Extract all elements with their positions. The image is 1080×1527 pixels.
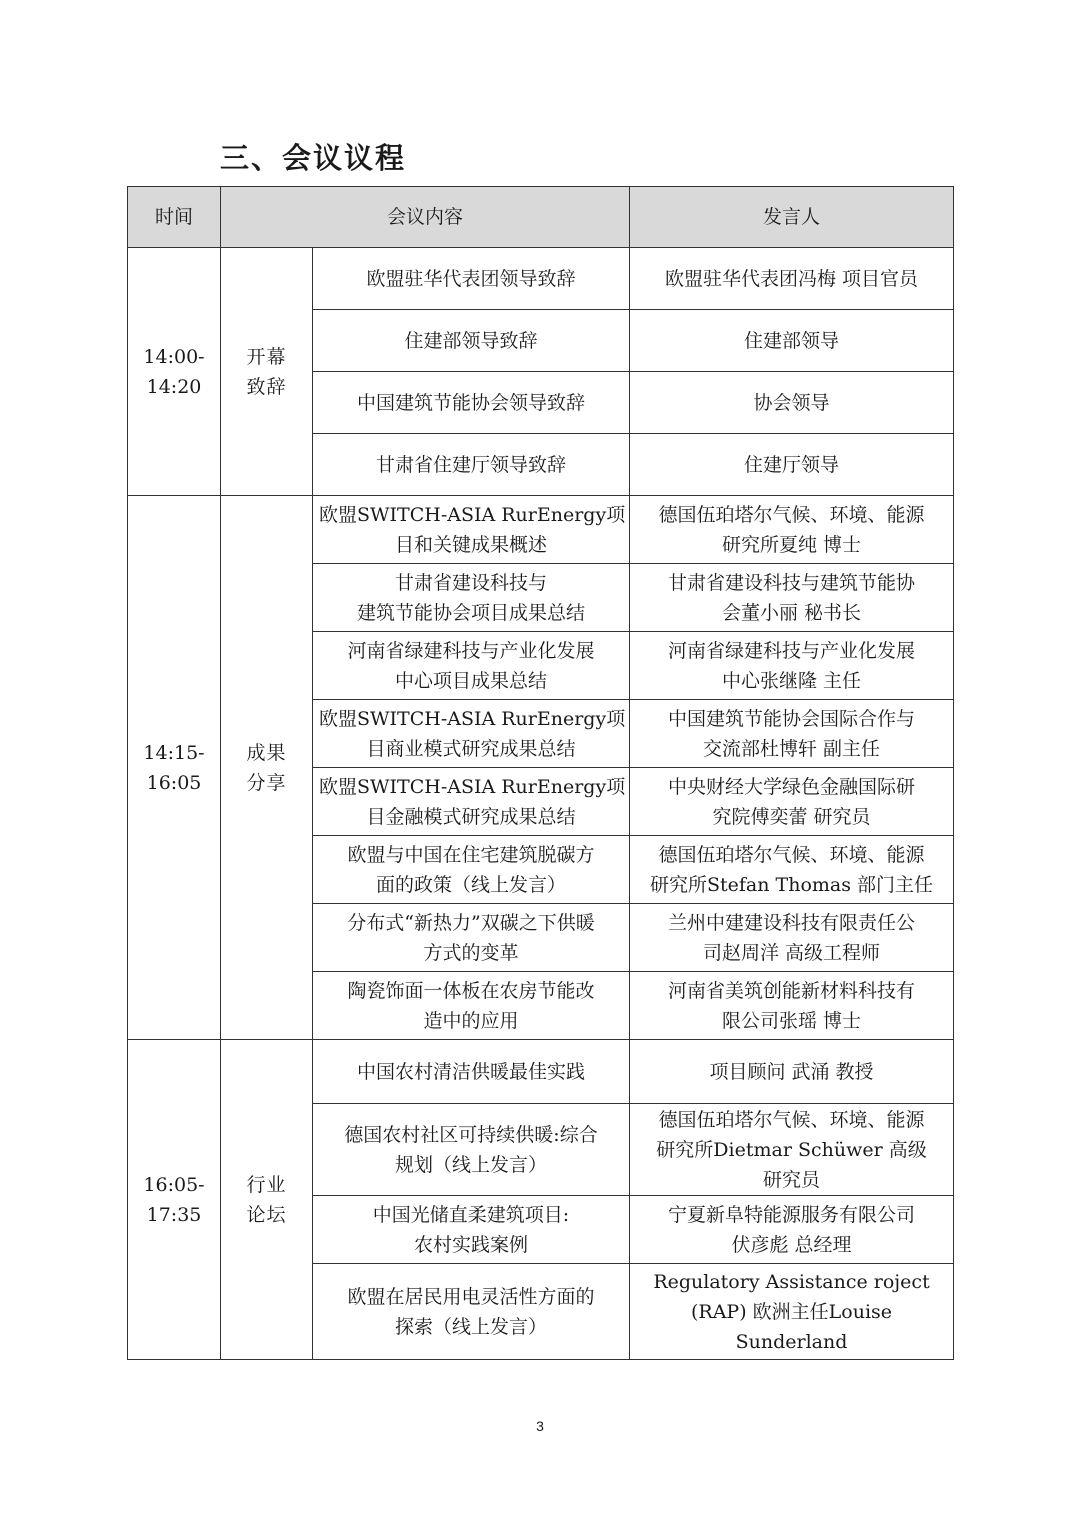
agenda-speaker <box>630 1104 954 1196</box>
agenda-speaker <box>630 1196 954 1264</box>
text-line: 住建厅领导 <box>744 453 840 476</box>
text-line: 欧盟驻华代表团冯梅 项目官员 <box>664 267 919 290</box>
text-line: 欧盟SWITCH-ASIA RurEnergy项 <box>319 775 626 798</box>
text-line: 甘肃省住建厅领导致辞 <box>376 453 567 476</box>
text-line: 研究所Stefan Thomas 部门主任 <box>650 873 934 896</box>
text-line: 甘肃省建设科技与建筑节能协 <box>668 571 916 594</box>
session-category <box>221 248 313 496</box>
text-line: 论坛 <box>246 1203 287 1226</box>
session-time <box>128 1040 221 1360</box>
text-line: 14:00- <box>143 345 205 368</box>
session-category <box>221 496 313 1040</box>
agenda-content <box>313 372 630 434</box>
text-line: 中国建筑节能协会国际合作与 <box>668 707 916 730</box>
agenda-body <box>128 248 954 1360</box>
header-speaker: 发言人 <box>630 187 954 248</box>
text-line: 欧盟驻华代表团领导致辞 <box>366 267 576 290</box>
agenda-speaker <box>630 700 954 768</box>
text-line: 德国农村社区可持续供暖:综合 <box>344 1123 598 1146</box>
agenda-speaker <box>630 768 954 836</box>
text-line: 方式的变革 <box>423 941 519 964</box>
agenda-content <box>313 564 630 632</box>
text-line: 致辞 <box>246 375 287 398</box>
agenda-content <box>313 248 630 310</box>
text-line: 甘肃省建设科技与 <box>395 571 548 594</box>
text-line: 德国伍珀塔尔气候、环境、能源 <box>658 503 925 526</box>
text-line: 项目顾问 武涌 教授 <box>709 1060 874 1083</box>
table-header-row <box>128 187 954 248</box>
text-line: 欧盟在居民用电灵活性方面的 <box>347 1285 595 1308</box>
text-line: 住建部领导 <box>744 329 840 352</box>
text-line: 兰州中建建设科技有限责任公 <box>668 911 916 934</box>
agenda-table <box>127 186 954 1360</box>
agenda-content <box>313 496 630 564</box>
text-line: 研究所夏纯 博士 <box>721 533 862 556</box>
text-line: 面的政策（线上发言） <box>376 873 567 896</box>
text-line: 17:35 <box>146 1203 202 1226</box>
agenda-content <box>313 972 630 1040</box>
agenda-speaker <box>630 248 954 310</box>
text-line: 规划（线上发言） <box>395 1153 548 1176</box>
agenda-content <box>313 1264 630 1360</box>
agenda-speaker <box>630 904 954 972</box>
text-line: 14:20 <box>146 375 202 398</box>
agenda-speaker <box>630 836 954 904</box>
header-content: 会议内容 <box>221 187 630 248</box>
agenda-content <box>313 836 630 904</box>
text-line: 限公司张瑶 博士 <box>721 1009 862 1032</box>
agenda-content <box>313 632 630 700</box>
text-line: 开幕 <box>246 345 287 368</box>
text-line: 中国农村清洁供暖最佳实践 <box>357 1060 586 1083</box>
text-line: 农村实践案例 <box>414 1233 529 1256</box>
agenda-speaker <box>630 1040 954 1104</box>
text-line: 欧盟SWITCH-ASIA RurEnergy项 <box>319 707 626 730</box>
text-line: 造中的应用 <box>423 1009 519 1032</box>
table-row <box>128 1040 954 1104</box>
agenda-content <box>313 434 630 496</box>
header-time: 时间 <box>128 187 221 248</box>
text-line: 研究所Dietmar Schüwer 高级 <box>656 1138 927 1161</box>
page-number: 3 <box>536 1418 544 1434</box>
table-row <box>128 248 954 310</box>
agenda-speaker <box>630 496 954 564</box>
agenda-content <box>313 1104 630 1196</box>
text-line: 中国光储直柔建筑项目: <box>372 1203 570 1226</box>
text-line: 河南省绿建科技与产业化发展 <box>347 639 595 662</box>
text-line: 14:15- <box>143 741 205 764</box>
text-line: 分布式“新热力”双碳之下供暖 <box>347 911 595 934</box>
agenda-content <box>313 700 630 768</box>
text-line: 行业 <box>246 1173 287 1196</box>
text-line: 探索（线上发言） <box>395 1315 548 1338</box>
text-line: 交流部杜博轩 副主任 <box>702 737 881 760</box>
text-line: 宁夏新阜特能源服务有限公司 <box>668 1203 916 1226</box>
text-line: (RAP) 欧洲主任Louise <box>690 1300 893 1323</box>
text-line: 究院傅奕蕾 研究员 <box>712 805 871 828</box>
text-line: 伏彦彪 总经理 <box>731 1233 852 1256</box>
agenda-content <box>313 310 630 372</box>
text-line: 成果 <box>246 741 287 764</box>
text-line: 目金融模式研究成果总结 <box>366 805 576 828</box>
agenda-content <box>313 904 630 972</box>
agenda-speaker <box>630 310 954 372</box>
agenda-speaker <box>630 632 954 700</box>
table-row <box>128 496 954 564</box>
text-line: 欧盟与中国在住宅建筑脱碳方 <box>347 843 595 866</box>
text-line: 德国伍珀塔尔气候、环境、能源 <box>658 1108 925 1131</box>
text-line: 河南省绿建科技与产业化发展 <box>668 639 916 662</box>
text-line: 分享 <box>246 771 287 794</box>
agenda-content <box>313 1196 630 1264</box>
text-line: 中心张继隆 主任 <box>721 669 862 692</box>
text-line: 中国建筑节能协会领导致辞 <box>357 391 586 414</box>
agenda-speaker <box>630 1264 954 1360</box>
text-line: 中央财经大学绿色金融国际研 <box>668 775 916 798</box>
agenda-content <box>313 768 630 836</box>
text-line: 会董小丽 秘书长 <box>721 601 862 624</box>
text-line: 建筑节能协会项目成果总结 <box>357 601 586 624</box>
text-line: 河南省美筑创能新材料科技有 <box>668 979 916 1002</box>
text-line: 研究员 <box>763 1168 821 1191</box>
agenda-speaker <box>630 434 954 496</box>
text-line: Regulatory Assistance roject <box>653 1270 930 1293</box>
text-line: 司赵周洋 高级工程师 <box>702 941 881 964</box>
text-line: 目商业模式研究成果总结 <box>366 737 576 760</box>
session-time <box>128 496 221 1040</box>
section-title: 三、会议议程 <box>220 141 407 175</box>
agenda-speaker <box>630 972 954 1040</box>
text-line: 协会领导 <box>753 391 830 414</box>
session-category <box>221 1040 313 1360</box>
text-line: 16:05- <box>143 1173 205 1196</box>
agenda-speaker <box>630 564 954 632</box>
text-line: 德国伍珀塔尔气候、环境、能源 <box>658 843 925 866</box>
session-time <box>128 248 221 496</box>
agenda-content <box>313 1040 630 1104</box>
text-line: 16:05 <box>146 771 202 794</box>
agenda-speaker <box>630 372 954 434</box>
text-line: 住建部领导致辞 <box>404 329 538 352</box>
text-line: 目和关键成果概述 <box>395 533 548 556</box>
text-line: 中心项目成果总结 <box>395 669 548 692</box>
text-line: 陶瓷饰面一体板在农房节能改 <box>347 979 595 1002</box>
text-line: 欧盟SWITCH-ASIA RurEnergy项 <box>319 503 626 526</box>
text-line: Sunderland <box>735 1330 848 1353</box>
